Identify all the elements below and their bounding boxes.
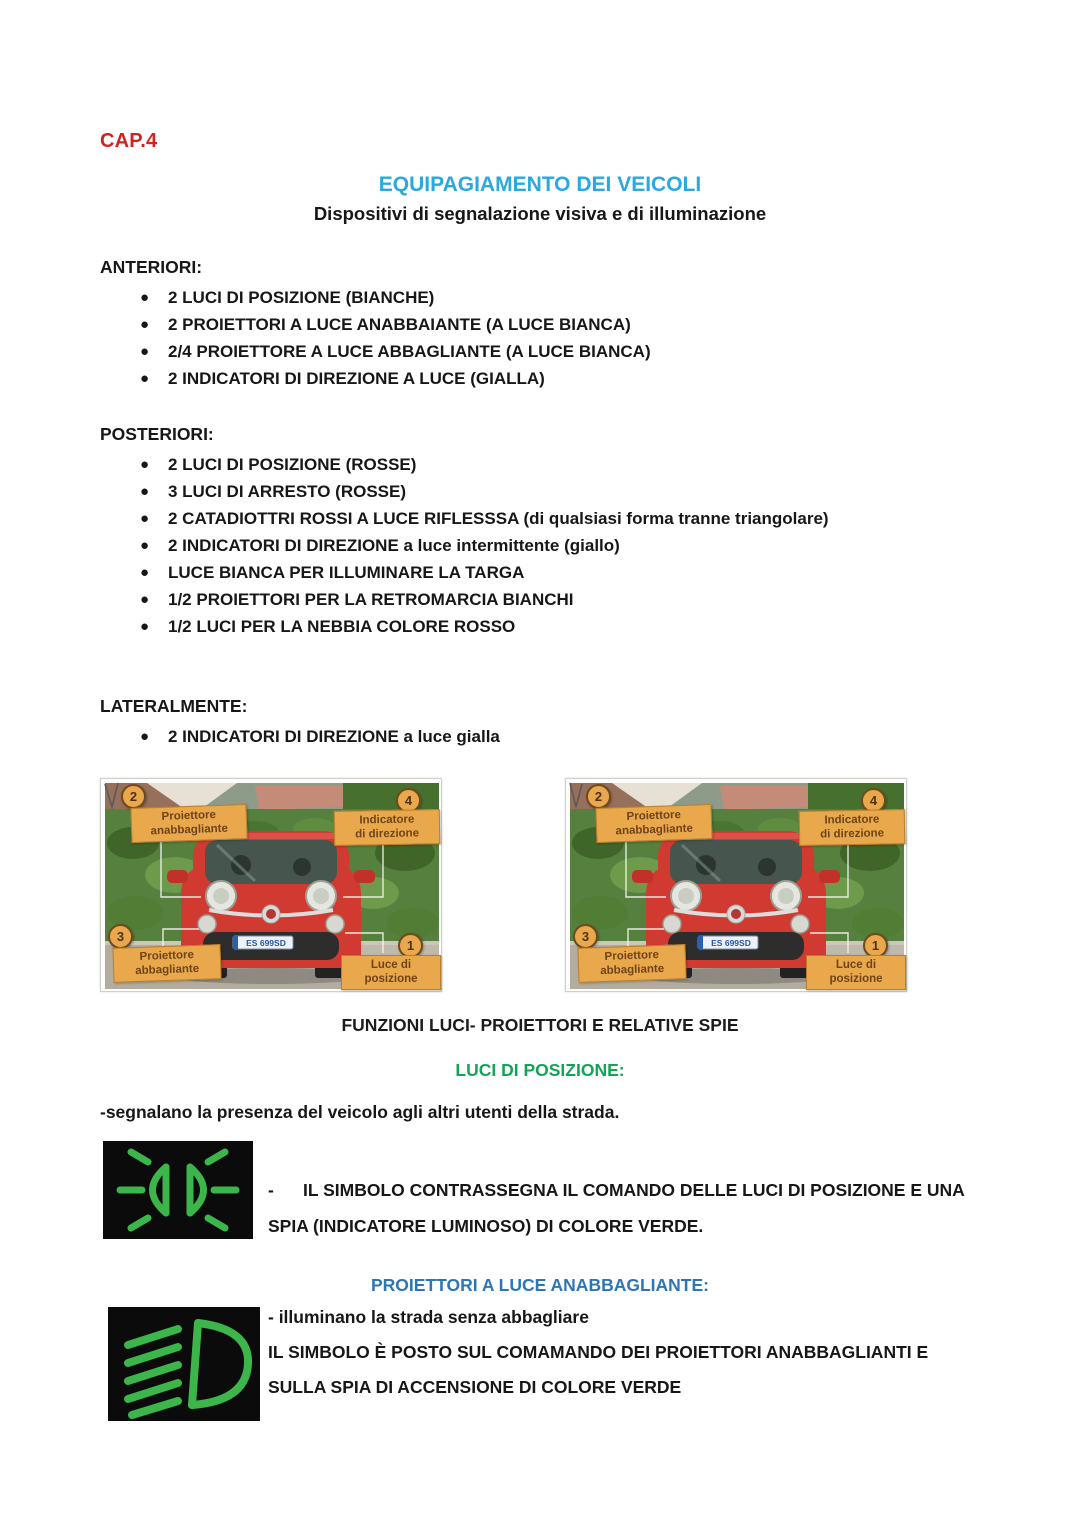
low-beam-glyph bbox=[108, 1307, 260, 1421]
anteriori-list bbox=[138, 284, 651, 392]
funzioni-luci-heading: FUNZIONI LUCI- PROIETTORI E RELATIVE SPIE bbox=[341, 1015, 739, 1035]
callout-text: Luce di bbox=[370, 959, 412, 971]
list-item bbox=[138, 532, 829, 559]
list-item bbox=[138, 451, 829, 478]
list-item-text: 2 LUCI DI POSIZIONE (BIANCHE) bbox=[168, 288, 435, 307]
luci-posizione-text bbox=[268, 1172, 984, 1244]
callout-text: abbagliante bbox=[135, 962, 200, 977]
posteriori-list bbox=[138, 451, 829, 640]
list-item bbox=[138, 311, 651, 338]
list-item bbox=[138, 559, 829, 586]
list-item bbox=[138, 723, 500, 750]
position-lights-icon bbox=[103, 1141, 253, 1239]
anabbaglianti-text bbox=[268, 1300, 984, 1405]
car-lights-photo-left bbox=[100, 778, 442, 992]
text-line: SULLA SPIA DI ACCENSIONE DI COLORE VERDE bbox=[268, 1377, 682, 1397]
list-item bbox=[138, 505, 829, 532]
list-item-text: 2 CATADIOTTRI ROSSI A LUCE RIFLESSSA (di qualsiasi forma tranne triangolare) bbox=[168, 509, 829, 528]
callout-number-3: 3 bbox=[108, 924, 133, 949]
callout-indicatore-direzione bbox=[799, 809, 906, 846]
position-lights-glyph bbox=[103, 1141, 253, 1239]
low-beam-icon bbox=[108, 1307, 260, 1421]
callout-text: abbagliante bbox=[600, 962, 665, 977]
section-heading-posteriori: POSTERIORI: bbox=[100, 424, 214, 444]
callout-text: Luce di bbox=[835, 959, 877, 971]
callout-text: Indicatore bbox=[824, 813, 880, 827]
callout-text: anabbagliante bbox=[150, 822, 229, 837]
list-item-text: 2 INDICATORI DI DIREZIONE a luce intermittente (giallo) bbox=[168, 536, 620, 555]
list-item-text: 1/2 PROIETTORI PER LA RETROMARCIA BIANCHI bbox=[168, 590, 574, 609]
luci-posizione-intro: -segnalano la presenza del veicolo agli altri utenti della strada. bbox=[100, 1102, 620, 1122]
callout-text: posizione bbox=[364, 972, 418, 985]
bullet-icon: ● bbox=[140, 591, 150, 608]
callout-text: Indicatore bbox=[359, 813, 415, 827]
page-subtitle: Dispositivi di segnalazione visiva e di illuminazione bbox=[313, 203, 767, 224]
callout-luce-posizione bbox=[806, 955, 906, 990]
list-item bbox=[138, 284, 651, 311]
bullet-icon: ● bbox=[140, 510, 150, 527]
list-item-text: 2 LUCI DI POSIZIONE (ROSSE) bbox=[168, 455, 417, 474]
callout-text: Proiettore bbox=[604, 949, 660, 963]
bullet-icon: ● bbox=[140, 289, 150, 306]
luci-posizione-heading: LUCI DI POSIZIONE: bbox=[455, 1060, 625, 1080]
callout-number-2: 2 bbox=[121, 784, 146, 809]
bullet-icon: ● bbox=[140, 343, 150, 360]
lateralmente-list bbox=[138, 723, 500, 750]
list-item-text: 2 INDICATORI DI DIREZIONE A LUCE (GIALLA) bbox=[168, 369, 545, 388]
bullet-icon: ● bbox=[140, 456, 150, 473]
text-line: - illuminano la strada senza abbagliare bbox=[268, 1307, 589, 1327]
list-item-text: 2/4 PROIETTORE A LUCE ABBAGLIANTE (A LUCE BIANCA) bbox=[168, 342, 651, 361]
bullet-icon: ● bbox=[140, 537, 150, 554]
bullet-icon: ● bbox=[140, 564, 150, 581]
anabbaglianti-heading: PROIETTORI A LUCE ANABBAGLIANTE: bbox=[370, 1275, 709, 1295]
section-heading-anteriori: ANTERIORI: bbox=[100, 257, 203, 277]
callout-number-1: 1 bbox=[863, 933, 888, 958]
callout-text: Proiettore bbox=[626, 809, 682, 823]
section-heading-lateralmente: LATERALMENTE: bbox=[100, 696, 248, 716]
bullet-icon: ● bbox=[140, 728, 150, 745]
callout-number-2: 2 bbox=[586, 784, 611, 809]
text-line: IL SIMBOLO È POSTO SUL COMAMANDO DEI PROIETTORI ANABBAGLIANTI E bbox=[268, 1342, 929, 1362]
bullet-icon: ● bbox=[140, 483, 150, 500]
callout-text: di direzione bbox=[820, 827, 885, 841]
list-item-text: 3 LUCI DI ARRESTO (ROSSE) bbox=[168, 482, 407, 501]
license-plate-text: ES 699SD bbox=[711, 938, 751, 948]
callout-luce-posizione bbox=[341, 955, 441, 990]
list-item-text: 1/2 LUCI PER LA NEBBIA COLORE ROSSO bbox=[168, 617, 516, 636]
pen-tick-mark bbox=[567, 780, 587, 812]
callout-proiettore-abbagliante bbox=[577, 944, 686, 983]
list-item-text: 2 PROIETTORI A LUCE ANABBAIANTE (A LUCE BIANCA) bbox=[168, 315, 631, 334]
pen-tick-mark bbox=[102, 780, 122, 812]
car-lights-photo-right bbox=[565, 778, 907, 992]
callout-indicatore-direzione bbox=[334, 809, 441, 846]
text-line: SPIA (INDICATORE LUMINOSO) DI COLORE VERDE. bbox=[268, 1216, 704, 1236]
callout-proiettore-anabbagliante bbox=[130, 804, 247, 843]
list-item bbox=[138, 478, 829, 505]
license-plate-text: ES 699SD bbox=[246, 938, 286, 948]
list-item-text: 2 INDICATORI DI DIREZIONE a luce gialla bbox=[168, 727, 500, 746]
callout-text: anabbagliante bbox=[615, 822, 694, 837]
callout-text: posizione bbox=[829, 972, 883, 985]
page-title: EQUIPAGIAMENTO DEI VEICOLI bbox=[378, 173, 702, 196]
callout-proiettore-anabbagliante bbox=[595, 804, 712, 843]
bullet-icon: ● bbox=[140, 370, 150, 387]
bullet-icon: ● bbox=[140, 316, 150, 333]
bullet-icon: ● bbox=[140, 618, 150, 635]
text-line: - IL SIMBOLO CONTRASSEGNA IL COMANDO DELLE LUCI DI POSIZIONE E UNA bbox=[268, 1180, 965, 1200]
list-item bbox=[138, 613, 829, 640]
callout-text: Proiettore bbox=[161, 809, 217, 823]
chapter-label: CAP.4 bbox=[100, 130, 158, 152]
callout-text: Proiettore bbox=[139, 949, 195, 963]
list-item bbox=[138, 586, 829, 613]
list-item-text: LUCE BIANCA PER ILLUMINARE LA TARGA bbox=[168, 563, 525, 582]
callout-number-1: 1 bbox=[398, 933, 423, 958]
callout-proiettore-abbagliante bbox=[112, 944, 221, 983]
list-item bbox=[138, 338, 651, 365]
callout-number-4: 4 bbox=[861, 788, 886, 813]
callout-number-3: 3 bbox=[573, 924, 598, 949]
callout-number-4: 4 bbox=[396, 788, 421, 813]
list-item bbox=[138, 365, 651, 392]
callout-text: di direzione bbox=[355, 827, 420, 841]
